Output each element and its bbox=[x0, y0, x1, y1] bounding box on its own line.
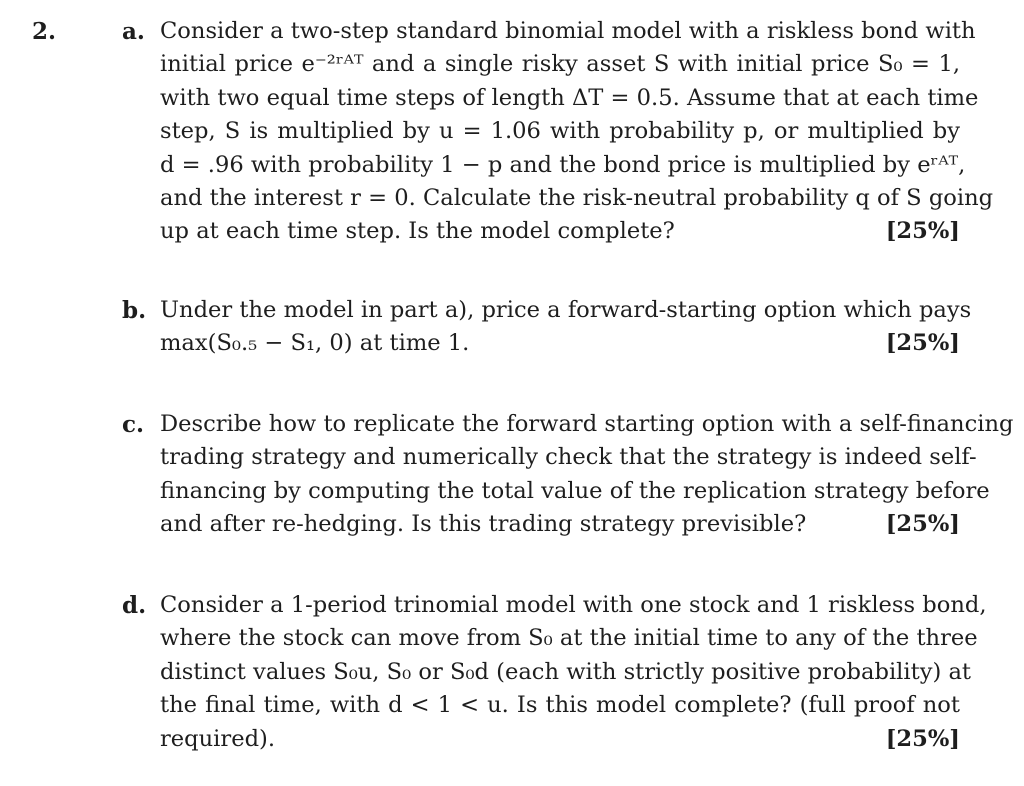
part-c-line-4-text: and after re-hedging. Is this trading strategy previsible? bbox=[160, 511, 807, 538]
part-a-line-3: with two equal time steps of length ΔT = 0.5. Assume that at each time bbox=[160, 84, 979, 111]
part-d-text bbox=[160, 589, 987, 756]
part-c-text bbox=[160, 408, 1014, 542]
part-b-mark: [25%] bbox=[885, 330, 960, 357]
part-b-line-2 bbox=[160, 327, 960, 360]
part-b-text bbox=[160, 294, 972, 361]
part-d-mark: [25%] bbox=[885, 725, 960, 752]
part-d-line-5-text: required). bbox=[160, 725, 276, 752]
part-a-label: a. bbox=[122, 18, 145, 45]
part-c-line-3: financing by computing the total value of the replication strategy before bbox=[160, 477, 990, 504]
part-d-line-3: distinct values S₀u, S₀ or S₀d (each with strictly positive probability) at bbox=[160, 658, 972, 685]
question-number: 2. bbox=[32, 18, 57, 45]
part-d-line-2: where the stock can move from S₀ at the initial time to any of the three bbox=[160, 625, 978, 652]
part-a-mark: [25%] bbox=[885, 218, 960, 245]
part-a-line-4: step, S is multiplied by u = 1.06 with probability p, or multiplied by bbox=[160, 118, 960, 145]
part-a-line-7-text: up at each time step. Is the model complete? bbox=[160, 218, 675, 245]
part-a-line-7 bbox=[160, 215, 960, 248]
part-c-mark: [25%] bbox=[885, 511, 960, 538]
part-c-line-1: Describe how to replicate the forward starting option with a self-financing bbox=[160, 411, 1014, 437]
part-d-label: d. bbox=[122, 592, 147, 619]
part-d-line-5 bbox=[160, 723, 960, 756]
part-a-line-2: initial price e⁻²ʳᴬᵀ and a single risky asset S with initial price S₀ = 1, bbox=[160, 51, 960, 78]
part-b-line-1: Under the model in part a), price a forward-starting option which pays bbox=[160, 297, 972, 323]
part-b-label: b. bbox=[122, 297, 147, 324]
part-a-text bbox=[160, 15, 994, 249]
part-c-line-2: trading strategy and numerically check that the strategy is indeed self- bbox=[160, 444, 977, 471]
part-a-line-5: d = .96 with probability 1 − p and the bond price is multiplied by eʳᴬᵀ, bbox=[160, 151, 966, 178]
part-b-line-2-text: max(S₀.₅ − S₁, 0) at time 1. bbox=[160, 330, 470, 357]
part-c-label: c. bbox=[122, 411, 145, 438]
part-c-line-4 bbox=[160, 508, 960, 541]
part-a-line-1: Consider a two-step standard binomial model with a riskless bond with bbox=[160, 18, 976, 44]
part-a-line-6: and the interest r = 0. Calculate the risk-neutral probability q of S going bbox=[160, 184, 994, 211]
part-d-line-1: Consider a 1-period trinomial model with one stock and 1 riskless bond, bbox=[160, 592, 987, 618]
part-d-line-4: the final time, with d < 1 < u. Is this model complete? (full proof not bbox=[160, 692, 960, 719]
